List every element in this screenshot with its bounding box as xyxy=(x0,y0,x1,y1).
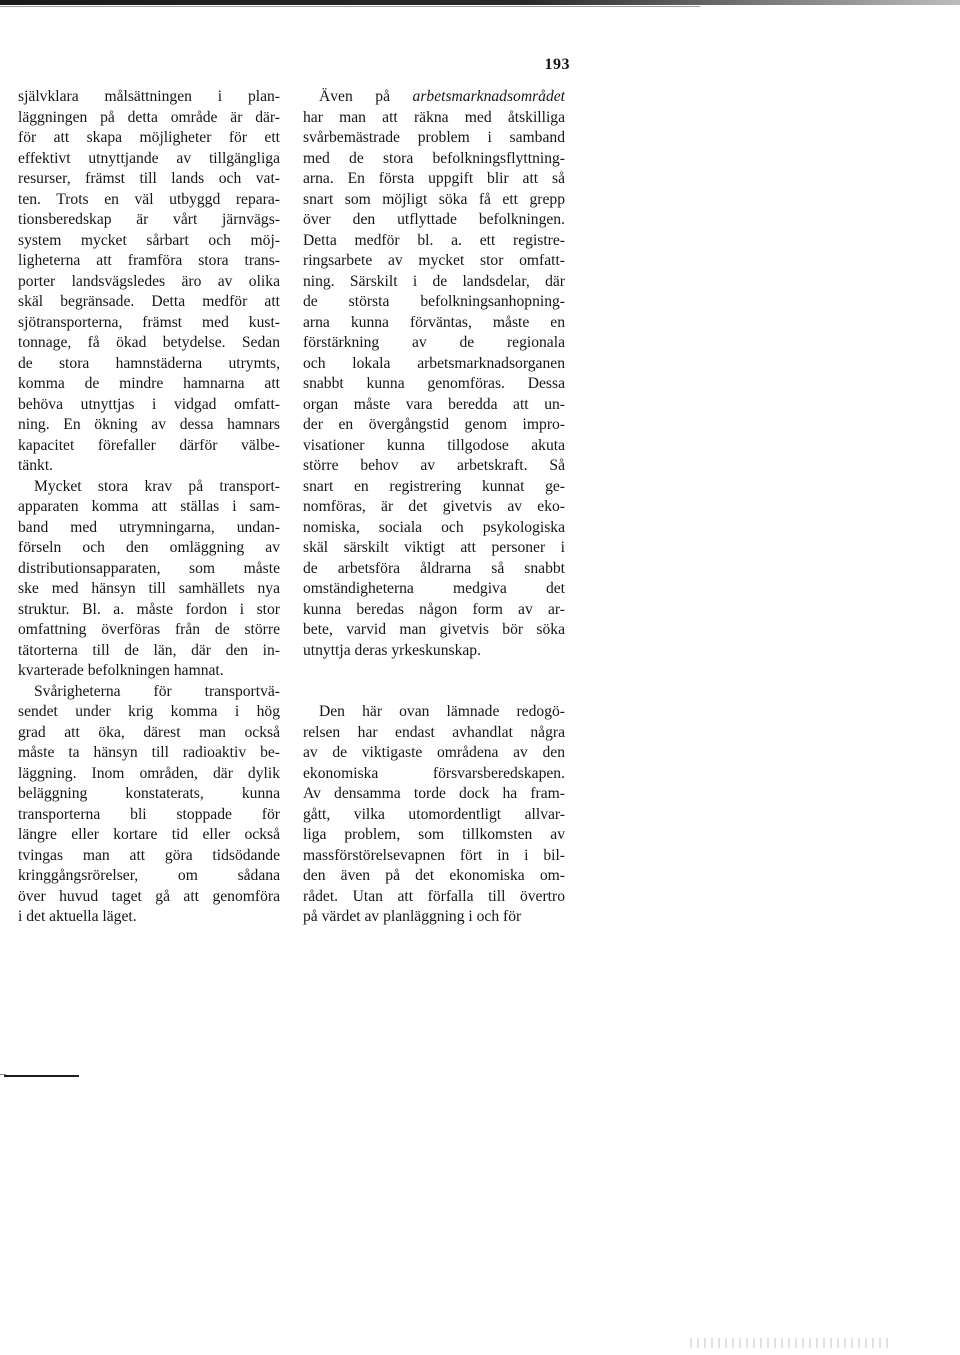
text-line: ten. Trots en väl utbyggd repara- xyxy=(18,190,280,208)
text-line: ringsarbete av mycket stor omfatt- xyxy=(303,252,565,269)
text-line: struktur. Bl. a. måste fordon i stor xyxy=(18,600,280,618)
text-line: relsen har endast avhandlat några xyxy=(303,723,565,741)
text-line: förseln och den omläggning av xyxy=(18,539,280,556)
text-line: komma de mindre hamnarna att xyxy=(18,375,280,392)
text-line: läggning. Inom områden, där dylik xyxy=(18,764,280,782)
scan-artifact xyxy=(690,1338,890,1348)
text-line: organ måste vara beredda att un- xyxy=(303,395,565,413)
text-line: över huvud taget gå att genomföra xyxy=(18,887,280,905)
text-line: de stora hamnstäderna utrymts, xyxy=(18,354,280,372)
text-line: distributionsapparaten, som måste xyxy=(18,559,280,577)
text-line: porter landsvägsledes äro av olika xyxy=(18,272,280,290)
text-line: nomiska, sociala och psykologiska xyxy=(303,518,565,536)
text-line: i det aktuella läget. xyxy=(18,908,137,925)
text-line: rådet. Utan att förfalla till övertro xyxy=(303,887,565,905)
top-border-hairline xyxy=(0,6,700,7)
text-line: effektivt utnyttjande av tillgängliga xyxy=(18,149,280,167)
footnote-rule xyxy=(4,1075,79,1077)
text-line: de största befolkningsanhopning- xyxy=(303,293,565,310)
text-line: apparaten komma att ställas i sam- xyxy=(18,498,280,515)
text-line: band med utrymningarna, undan- xyxy=(18,518,280,536)
text-line: skäl särskilt viktigt att personer i xyxy=(303,539,565,556)
text-line: på värdet av planläggning i och för xyxy=(303,908,522,925)
text-line: de arbetsföra åldrarna så snabbt xyxy=(303,559,565,577)
text-line: transporterna bli stoppade för xyxy=(18,805,280,823)
text-line: svårbemästrade problem i samband xyxy=(303,129,565,146)
text-line: system mycket sårbart och möj- xyxy=(18,231,280,249)
text-line: snart som möjligt söka få ett grepp xyxy=(303,190,565,208)
text-line-lead xyxy=(303,87,565,108)
text-line: för att skapa möjligheter för ett xyxy=(18,129,280,146)
text-line: Mycket stora krav på transport- xyxy=(34,477,280,495)
text-line: snabbt kunna genomföras. Dessa xyxy=(303,375,565,392)
text-line: större behov av arbetskraft. Så xyxy=(303,457,565,474)
text-line: Svårigheterna för transportvä- xyxy=(34,682,280,700)
text-line: ligheterna att framföra stora trans- xyxy=(18,252,280,269)
text-line: liga problem, som tillkomsten av xyxy=(303,826,565,843)
text-line: kvarterade befolkningen hamnat. xyxy=(18,662,224,679)
text-line: nomföras, är det givetvis av eko- xyxy=(303,498,565,515)
text-line: visationer kunna tillgodose akuta xyxy=(303,436,565,454)
text-line: Av densamma torde dock ha fram- xyxy=(303,785,565,802)
text-line: den även på det ekonomiska om- xyxy=(303,867,565,884)
lead-prefix: Även på xyxy=(319,88,413,105)
text-line: förstärkning av de regionala xyxy=(303,334,565,351)
text-line: Detta medför bl. a. ett registre- xyxy=(303,231,565,249)
text-line: behöva utnyttjas i vidgad omfatt- xyxy=(18,395,280,413)
text-line: ning. Särskilt i de landsdelar, där xyxy=(303,272,565,290)
paragraph-gap xyxy=(303,661,565,702)
text-line: snart en registrering kunnat ge- xyxy=(303,477,565,495)
text-line: skäl begränsade. Detta medför att xyxy=(18,293,280,310)
text-line: tvingas man att göra tidsödande xyxy=(18,846,280,864)
text-line: sjötransporterna, främst med kust- xyxy=(18,313,280,331)
text-line: Den här ovan lämnade redogö- xyxy=(319,703,565,720)
text-line: ekonomiska försvarsberedskapen. xyxy=(303,764,565,782)
left-text-column xyxy=(18,87,280,928)
text-line: med de stora befolkningsflyttning- xyxy=(303,149,565,167)
text-line: kapacitet förefaller därför välbe- xyxy=(18,436,280,454)
text-line: tionsberedskap är vårt järnvägs- xyxy=(18,211,280,228)
right-text-column xyxy=(303,87,565,928)
text-line: och lokala arbetsmarknadsorganen xyxy=(303,354,565,372)
text-line: har man att räkna med åtskilliga xyxy=(303,108,565,126)
text-line: måste ta hänsyn till radioaktiv be- xyxy=(18,744,280,761)
text-line: omfattning överföras från de större xyxy=(18,621,280,638)
text-line: kringgångsrörelser, om sådana xyxy=(18,867,280,884)
text-line: utnyttja deras yrkeskunskap. xyxy=(303,641,481,659)
text-line: över den utflyttade befolkningen. xyxy=(303,211,565,228)
top-border-rule xyxy=(0,0,960,5)
text-line: kunna beredas någon form av ar- xyxy=(303,600,565,618)
text-line: arna kunna förväntas, måste en xyxy=(303,313,565,331)
text-line: tänkt. xyxy=(18,457,54,474)
text-line: grad att öka, därest man också xyxy=(18,723,280,741)
text-line: resurser, främst till lands och vat- xyxy=(18,170,280,187)
text-line: tätorterna till de län, där den in- xyxy=(18,641,280,659)
text-line: längre eller kortare tid eller också xyxy=(18,826,280,843)
text-line: arna. En första uppgift blir att så xyxy=(303,170,565,187)
text-line: gått, vilka utomordentligt allvar- xyxy=(303,805,565,823)
text-line: massförstörelsevapnen fört in i bil- xyxy=(303,846,565,864)
page-number: 193 xyxy=(544,56,570,73)
text-line: omständigheterna medgiva det xyxy=(303,580,565,597)
text-line: bete, varvid man givetvis bör söka xyxy=(303,621,565,638)
text-line: ning. En ökning av dessa hamnars xyxy=(18,416,280,433)
text-line: tonnage, få ökad betydelse. Sedan xyxy=(18,334,280,351)
text-line: självklara målsättningen i plan- xyxy=(18,88,280,105)
text-line: läggningen på detta område är där- xyxy=(18,108,280,126)
text-line: sendet under krig komma i hög xyxy=(18,703,280,720)
text-line: beläggning konstaterats, kunna xyxy=(18,785,280,802)
text-line: der en övergångstid genom impro- xyxy=(303,416,565,433)
italic-term: arbetsmarknadsområdet xyxy=(412,88,565,105)
text-line: ske med hänsyn till samhällets nya xyxy=(18,580,280,597)
text-line: av de viktigaste områdena av den xyxy=(303,744,565,761)
